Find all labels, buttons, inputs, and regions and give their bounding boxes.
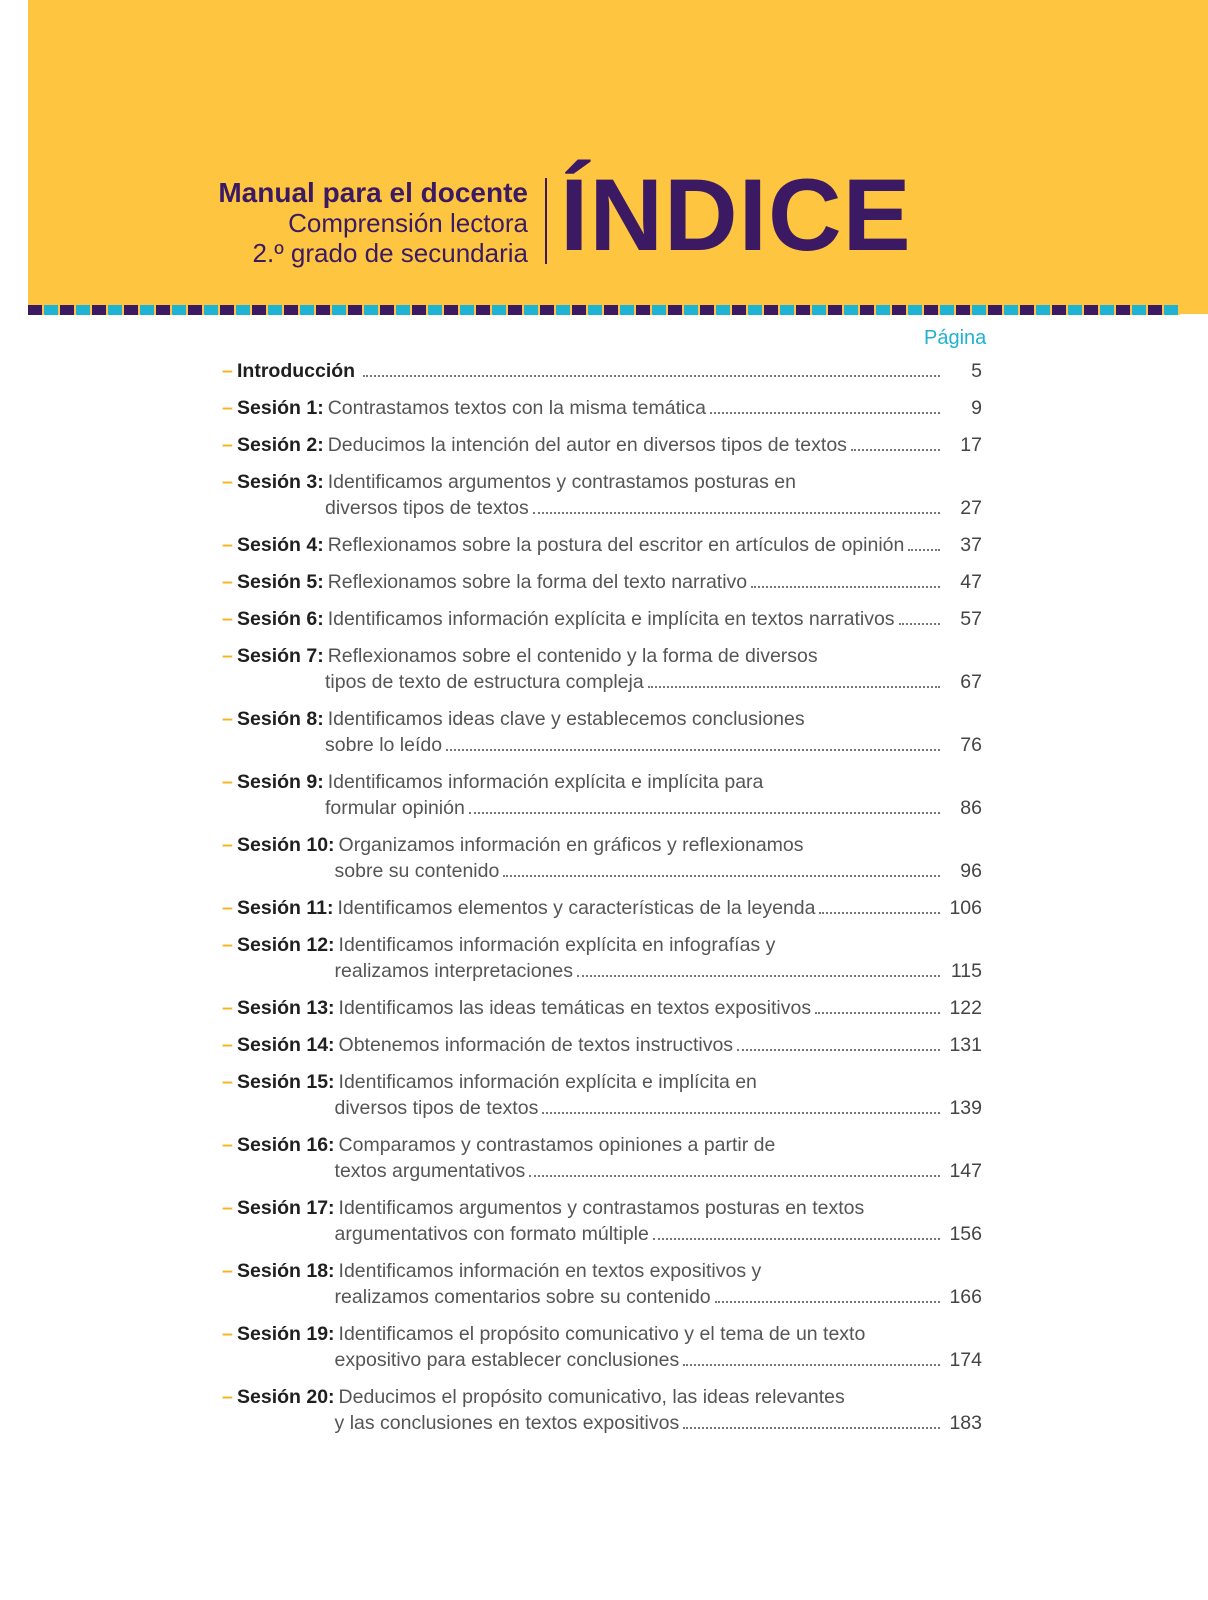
bullet-dash-icon: –: [222, 571, 233, 593]
toc-entry-label: Sesión 15:: [237, 1071, 335, 1093]
dot-leader: [653, 1238, 940, 1240]
toc-entry[interactable]: [222, 643, 982, 695]
toc-entry[interactable]: [222, 532, 982, 558]
toc-page-number: 183: [949, 1412, 982, 1434]
toc-entry-title: Comparamos y contrastamos opiniones a partir de: [338, 1134, 776, 1156]
toc-entry[interactable]: [222, 606, 982, 632]
toc-entry-label: Sesión 7:: [237, 645, 324, 667]
toc-entry-title-cont: argumentativos con formato múltiple: [334, 1223, 649, 1245]
bullet-dash-icon: –: [222, 897, 233, 919]
toc-entry-title-cont: sobre su contenido: [334, 860, 500, 882]
toc-entry-title: Organizamos información en gráficos y reflexionamos: [338, 834, 804, 856]
toc-entry-title: Obtenemos información de textos instructivos: [338, 1034, 734, 1056]
toc-entry[interactable]: [222, 1258, 982, 1310]
toc-entry-label: Sesión 9:: [237, 771, 324, 793]
toc-entry-title: Deducimos el propósito comunicativo, las ideas relevantes: [338, 1386, 845, 1408]
decorative-stripe: [28, 305, 1180, 315]
toc-entry-label: Introducción: [237, 360, 356, 382]
toc-entry-label: Sesión 10:: [237, 834, 335, 856]
dot-leader: [503, 875, 940, 877]
dot-leader: [529, 1175, 940, 1177]
dot-leader: [815, 1012, 940, 1014]
toc-page-number: 5: [971, 360, 982, 382]
dot-leader: [908, 549, 940, 551]
toc-entry-label: Sesión 4:: [237, 534, 324, 556]
toc-entry-label: Sesión 16:: [237, 1134, 335, 1156]
dot-leader: [363, 375, 940, 377]
bullet-dash-icon: –: [222, 360, 233, 382]
bullet-dash-icon: –: [222, 1134, 233, 1156]
manual-line-3: 2.º grado de secundaria: [252, 238, 528, 268]
toc-entry[interactable]: [222, 1069, 982, 1121]
bullet-dash-icon: –: [222, 534, 233, 556]
bullet-dash-icon: –: [222, 471, 233, 493]
bullet-dash-icon: –: [222, 1260, 233, 1282]
toc-entry[interactable]: [222, 432, 982, 458]
toc-entry-title: Reflexionamos sobre el contenido y la forma de diversos: [327, 645, 818, 667]
toc-entry[interactable]: [222, 769, 982, 821]
toc-entry-title: Identificamos argumentos y contrastamos posturas en textos: [338, 1197, 865, 1219]
toc-entry[interactable]: [222, 358, 982, 384]
page-column-label: Página: [924, 327, 987, 349]
toc-page-number: 57: [960, 608, 982, 630]
toc-entry-title-cont: expositivo para establecer conclusiones: [334, 1349, 680, 1371]
toc-entry-label: Sesión 14:: [237, 1034, 335, 1056]
toc-entry[interactable]: [222, 1195, 982, 1247]
toc-entry-label: Sesión 2:: [237, 434, 324, 456]
toc-page-number: 166: [949, 1286, 982, 1308]
dot-leader: [899, 623, 940, 625]
dot-leader: [819, 912, 940, 914]
toc-entry[interactable]: [222, 569, 982, 595]
toc-entry-label: Sesión 5:: [237, 571, 324, 593]
table-of-contents: [222, 358, 982, 1447]
dot-leader: [851, 449, 940, 451]
toc-entry-title: Identificamos información explícita e implícita para: [327, 771, 764, 793]
toc-page-number: 122: [949, 997, 982, 1019]
dot-leader: [715, 1301, 940, 1303]
dot-leader: [469, 812, 940, 814]
toc-entry[interactable]: [222, 895, 982, 921]
toc-page-number: 17: [960, 434, 982, 456]
toc-entry-label: Sesión 6:: [237, 608, 324, 630]
title-divider: [545, 178, 547, 264]
toc-page-number: 67: [960, 671, 982, 693]
toc-page-number: 131: [949, 1034, 982, 1056]
toc-entry-label: Sesión 18:: [237, 1260, 335, 1282]
toc-entry-title: Reflexionamos sobre la postura del escritor en artículos de opinión: [327, 534, 905, 556]
toc-entry-title: Reflexionamos sobre la forma del texto narrativo: [327, 571, 748, 593]
bullet-dash-icon: –: [222, 934, 233, 956]
dot-leader: [648, 686, 940, 688]
toc-entry-title: Identificamos información explícita e implícita en textos narrativos: [327, 608, 895, 630]
toc-entry-title: Identificamos elementos y características de la leyenda: [337, 897, 816, 919]
toc-entry[interactable]: [222, 469, 982, 521]
bullet-dash-icon: –: [222, 997, 233, 1019]
toc-entry-label: Sesión 11:: [237, 897, 334, 919]
toc-entry[interactable]: [222, 932, 982, 984]
bullet-dash-icon: –: [222, 645, 233, 667]
toc-page-number: 147: [949, 1160, 982, 1182]
toc-entry-title-cont: y las conclusiones en textos expositivos: [334, 1412, 680, 1434]
bullet-dash-icon: –: [222, 834, 233, 856]
toc-entry-label: Sesión 1:: [237, 397, 324, 419]
bullet-dash-icon: –: [222, 1323, 233, 1345]
dot-leader: [737, 1049, 940, 1051]
toc-page-number: 115: [950, 960, 982, 982]
toc-entry-title: Identificamos información explícita e implícita en: [338, 1071, 757, 1093]
toc-page-number: 174: [949, 1349, 982, 1371]
bullet-dash-icon: –: [222, 434, 233, 456]
toc-entry[interactable]: [222, 995, 982, 1021]
page-title: ÍNDICE: [560, 158, 912, 272]
toc-entry-title: Deducimos la intención del autor en diversos tipos de textos: [327, 434, 847, 456]
toc-entry[interactable]: [222, 1384, 982, 1436]
manual-line-1: Manual para el docente: [218, 177, 528, 208]
toc-entry[interactable]: [222, 1132, 982, 1184]
toc-entry-label: Sesión 12:: [237, 934, 335, 956]
toc-page-number: 27: [960, 497, 982, 519]
toc-page-number: 9: [971, 397, 982, 419]
toc-entry[interactable]: [222, 395, 982, 421]
toc-entry-title: Contrastamos textos con la misma temática: [327, 397, 706, 419]
toc-entry[interactable]: [222, 832, 982, 884]
toc-entry-title: Identificamos argumentos y contrastamos posturas en: [327, 471, 796, 493]
toc-entry-title: Identificamos las ideas temáticas en textos expositivos: [338, 997, 812, 1019]
toc-entry-label: Sesión 8:: [237, 708, 324, 730]
toc-entry-title-cont: realizamos comentarios sobre su contenido: [334, 1286, 711, 1308]
toc-entry-label: Sesión 17:: [237, 1197, 335, 1219]
toc-entry[interactable]: [222, 1321, 982, 1373]
toc-entry-label: Sesión 3:: [237, 471, 324, 493]
bullet-dash-icon: –: [222, 771, 233, 793]
toc-entry-title-cont: formular opinión: [325, 797, 465, 819]
bullet-dash-icon: –: [222, 1197, 233, 1219]
bullet-dash-icon: –: [222, 608, 233, 630]
toc-page-number: 37: [960, 534, 982, 556]
toc-entry-label: Sesión 20:: [237, 1386, 335, 1408]
toc-page-number: 106: [949, 897, 982, 919]
toc-entry-title-cont: sobre lo leído: [325, 734, 443, 756]
toc-page-number: 86: [960, 797, 982, 819]
dot-leader: [751, 586, 940, 588]
manual-line-2: Comprensión lectora: [288, 208, 528, 238]
toc-entry-title: Identificamos ideas clave y establecemos conclusiones: [327, 708, 805, 730]
dot-leader: [533, 512, 940, 514]
bullet-dash-icon: –: [222, 1071, 233, 1093]
toc-entry[interactable]: [222, 706, 982, 758]
dot-leader: [683, 1427, 940, 1429]
toc-entry-label: Sesión 19:: [237, 1323, 335, 1345]
toc-page-number: 156: [949, 1223, 982, 1245]
toc-entry-title: Identificamos información explícita en infografías y: [338, 934, 776, 956]
toc-page-number: 96: [960, 860, 982, 882]
dot-leader: [683, 1364, 940, 1366]
toc-entry-title: Identificamos el propósito comunicativo y el tema de un texto: [338, 1323, 866, 1345]
toc-entry-label: Sesión 13:: [237, 997, 335, 1019]
dot-leader: [577, 975, 940, 977]
bullet-dash-icon: –: [222, 1386, 233, 1408]
toc-entry[interactable]: [222, 1032, 982, 1058]
bullet-dash-icon: –: [222, 708, 233, 730]
bullet-dash-icon: –: [222, 397, 233, 419]
toc-entry-title-cont: realizamos interpretaciones: [334, 960, 573, 982]
toc-page-number: 139: [949, 1097, 982, 1119]
toc-entry-title-cont: textos argumentativos: [334, 1160, 526, 1182]
toc-page-number: 47: [960, 571, 982, 593]
toc-entry-title-cont: diversos tipos de textos: [325, 497, 529, 519]
dot-leader: [542, 1112, 940, 1114]
toc-entry-title: Identificamos información en textos expositivos y: [338, 1260, 762, 1282]
bullet-dash-icon: –: [222, 1034, 233, 1056]
toc-entry-title-cont: tipos de texto de estructura compleja: [325, 671, 644, 693]
dot-leader: [446, 749, 940, 751]
toc-entry-title-cont: diversos tipos de textos: [334, 1097, 539, 1119]
dot-leader: [710, 412, 940, 414]
manual-subtitle: [218, 178, 528, 268]
toc-page-number: 76: [960, 734, 982, 756]
